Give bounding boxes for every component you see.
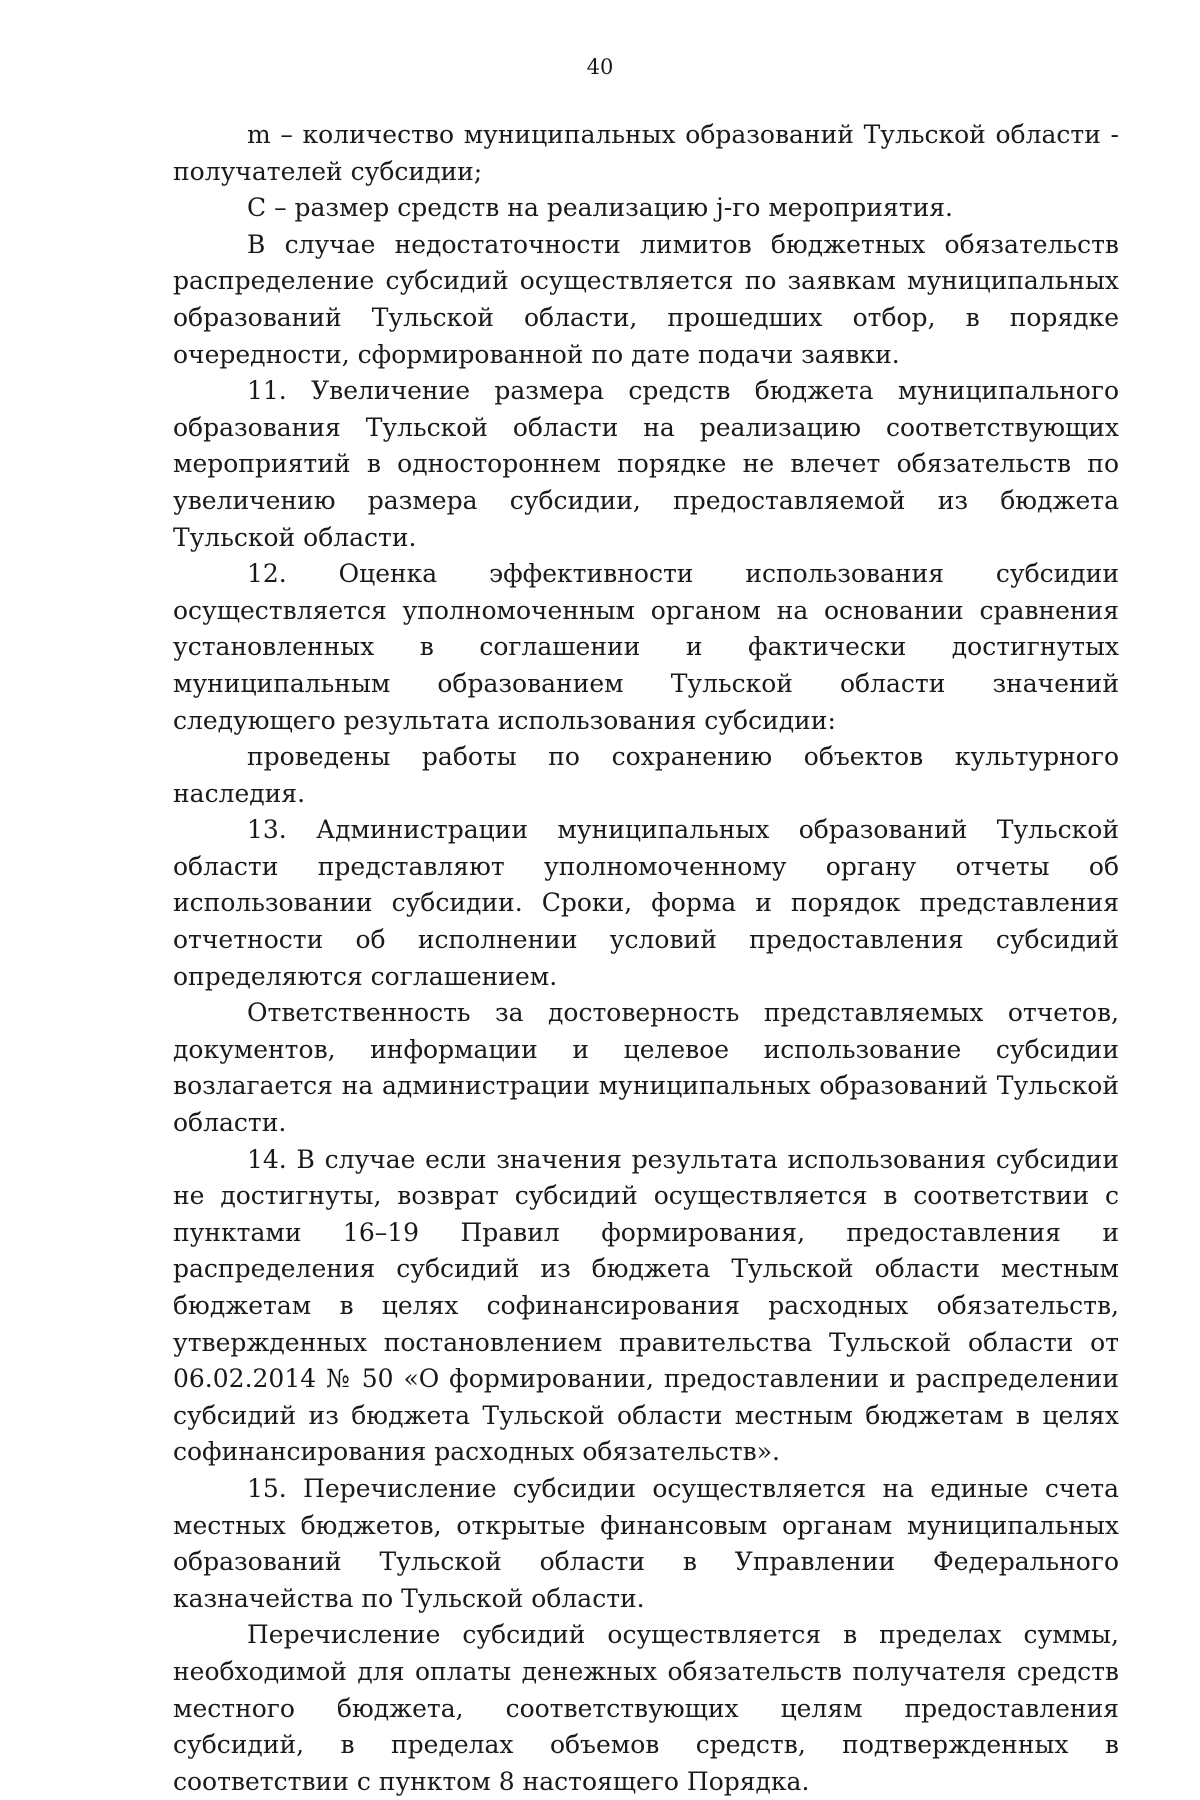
paragraph-clause-13: 13. Администрации муниципальных образований Тульской области представляют уполномоченному органу отчеты об использовании субсидии. Сроки, форма и порядок представления отчетности об исполнении условий предоставления субсидий определяются соглашением. bbox=[173, 815, 1119, 991]
paragraph-transfer-limits: Перечисление субсидий осуществляется в пределах суммы, необходимой для оплаты денежных обязательств получателя средств местного бюджета, соответствующих целям предоставления субсидий, в пределах объемов средств, подтвержденных в соответствии с пунктом 8 настоящего Порядка. bbox=[173, 1620, 1119, 1796]
paragraph-insufficient-limits: В случае недостаточности лимитов бюджетных обязательств распределение субсидий осуществляется по заявкам муниципальных образований Тульской области, прошедших отбор, в порядке очередности, сформированной по дате подачи заявки. bbox=[173, 229, 1119, 369]
paragraph-clause-15: 15. Перечисление субсидии осуществляется на единые счета местных бюджетов, открытые финансовым органам муниципальных образований Тульской области в Управлении Федерального казначейства по Тульской области. bbox=[173, 1473, 1119, 1613]
paragraph-c-definition: С – размер средств на реализацию j-го мероприятия. bbox=[247, 193, 953, 223]
paragraph-clause-11: 11. Увеличение размера средств бюджета муниципального образования Тульской области на реализацию соответствующих мероприятий в одностороннем порядке не влечет обязательств по увеличению размера субсидии, предоставляемой из бюджета Тульской области. bbox=[173, 376, 1119, 552]
paragraph-result-indicator: проведены работы по сохранению объектов культурного наследия. bbox=[173, 742, 1119, 808]
paragraph-responsibility: Ответственность за достоверность представляемых отчетов, документов, информации и целевое использование субсидии возлагается на администрации муниципальных образований Тульской области. bbox=[173, 998, 1119, 1138]
page-number: 40 bbox=[586, 55, 614, 79]
document-body bbox=[173, 117, 1119, 1800]
paragraph-clause-14: 14. В случае если значения результата использования субсидии не достигнуты, возврат субсидий осуществляется в соответствии с пунктами 16–19 Правил формирования, предоставления и распределения субсидий из бюджета Тульской области местным бюджетам в целях софинансирования расходных обязательств, утвержденных постановлением правительства Тульской области от 06.02.2014 № 50 «О формировании, предоставлении и распределении субсидий из бюджета Тульской области местным бюджетам в целях софинансирования расходных обязательств». bbox=[173, 1144, 1119, 1467]
paragraph-m-definition: m – количество муниципальных образований Тульской области - получателей субсидии; bbox=[173, 120, 1119, 186]
paragraph-clause-12: 12. Оценка эффективности использования субсидии осуществляется уполномоченным органом на основании сравнения установленных в соглашении и фактически достигнутых муниципальным образованием Тульской области значений следующего результата использования субсидии: bbox=[173, 559, 1119, 735]
